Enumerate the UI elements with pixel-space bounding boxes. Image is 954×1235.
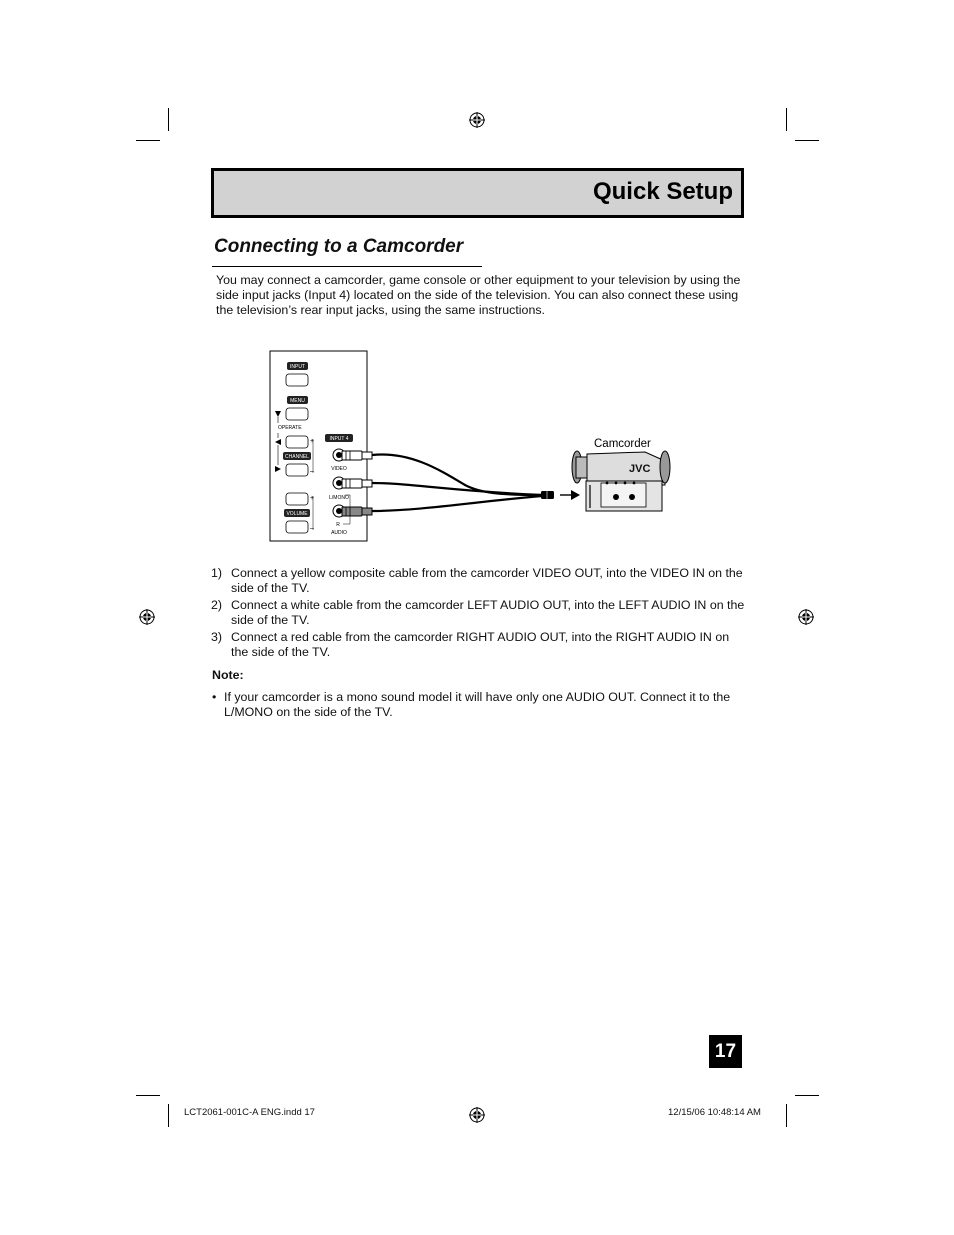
crop-mark [786, 1104, 787, 1127]
svg-text:+: + [310, 438, 315, 445]
registration-mark-icon [139, 609, 155, 625]
video-plug [342, 451, 372, 460]
connection-diagram [260, 345, 690, 545]
note-label: Note: [212, 668, 244, 682]
page-number: 17 [709, 1035, 742, 1068]
crop-mark [168, 1104, 169, 1127]
crop-mark [795, 140, 819, 141]
bullet: • [212, 690, 217, 704]
menu-label: MENU [290, 398, 305, 404]
registration-mark-icon [798, 609, 814, 625]
crop-mark [168, 108, 169, 131]
l-mono-label: L/MONO [329, 495, 349, 501]
note-item: • If your camcorder is a mono sound model it will have only one AUDIO OUT. Connect it to the L/MONO on the side of the TV. [212, 690, 731, 719]
section-divider [212, 266, 482, 267]
cable-connector [541, 491, 554, 499]
step-list [211, 566, 746, 662]
section-title: Connecting to a Camcorder [214, 236, 464, 257]
white-audio-cable [372, 483, 542, 495]
volume-down-button [286, 521, 308, 533]
volume-label: VOLUME [286, 511, 308, 517]
svg-text:+: + [310, 495, 315, 502]
footer-file: LCT2061-001C-A ENG.indd 17 [184, 1107, 315, 1118]
camcorder-illustration [572, 451, 670, 511]
red-audio-cable [372, 496, 542, 511]
arrow-right-icon [571, 490, 580, 500]
footer-timestamp: 12/15/06 10:48:14 AM [668, 1107, 761, 1118]
camcorder-label: Camcorder [594, 438, 651, 450]
page-header [211, 168, 744, 218]
volume-up-button [286, 493, 308, 505]
registration-mark-icon [469, 1107, 485, 1123]
input4-label: INPUT 4 [329, 436, 349, 442]
camcorder-brand: JVC [629, 463, 651, 475]
white-audio-plug [342, 479, 372, 488]
input-label: INPUT [290, 364, 305, 370]
operate-label: OPERATE [278, 425, 302, 431]
crop-mark [136, 140, 160, 141]
input-button [286, 374, 308, 386]
channel-down-button [286, 464, 308, 476]
menu-button [286, 408, 308, 420]
svg-text:–: – [310, 525, 314, 532]
crop-mark [786, 108, 787, 131]
red-audio-plug [342, 507, 372, 516]
channel-up-button [286, 436, 308, 448]
r-label: R [336, 522, 340, 528]
crop-mark [795, 1095, 819, 1096]
page-title: Quick Setup [592, 178, 733, 205]
list-item: 3) Connect a red cable from the camcorder RIGHT AUDIO OUT, into the RIGHT AUDIO IN on the side of the TV. [211, 630, 730, 659]
svg-text:–: – [310, 468, 314, 475]
list-item: 2) Connect a white cable from the camcorder LEFT AUDIO OUT, into the LEFT AUDIO IN on the side of the TV. [211, 598, 745, 627]
list-item: 1) Connect a yellow composite cable from the camcorder VIDEO OUT, into the VIDEO IN on the side of the TV. [211, 566, 743, 595]
intro-paragraph: You may connect a camcorder, game console or other equipment to your television by using the side input jacks (Input 4) located on the side of the television. You can also connect these using the television’s rear input jacks, using the same instructions. [216, 273, 741, 317]
video-label: VIDEO [331, 466, 347, 472]
audio-label: AUDIO [331, 530, 347, 536]
channel-label: CHANNEL [285, 454, 309, 460]
crop-mark [136, 1095, 160, 1096]
registration-mark-icon [469, 112, 485, 128]
